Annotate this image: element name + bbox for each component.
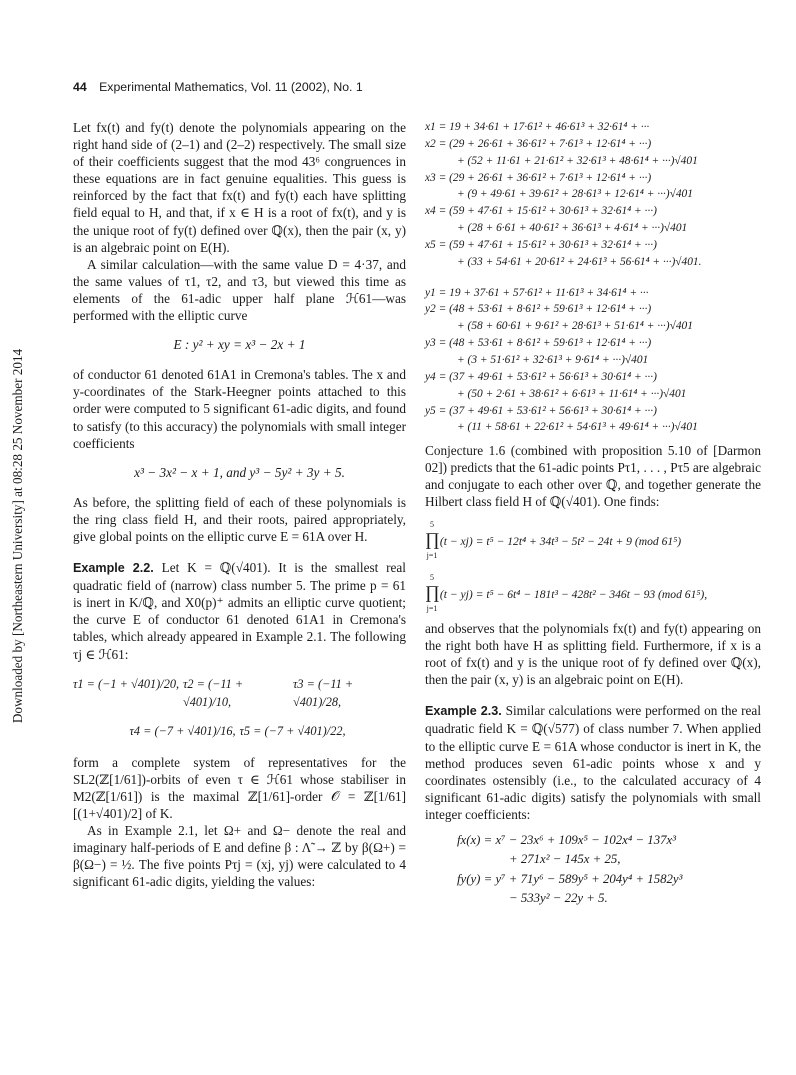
x-line: x3 = (29 + 26·61 + 36·61² + 7·61³ + 12·61⁴ + ···) bbox=[425, 171, 652, 184]
y-line: + (50 + 2·61 + 38·61² + 6·61³ + 11·61⁴ + ···)√401 bbox=[457, 387, 687, 400]
tau-4: τ4 = (−7 + √401)/16, bbox=[129, 723, 236, 738]
journal-title: Experimental Mathematics, Vol. 11 (2002), No. 1 bbox=[99, 80, 363, 94]
product-x-formula: (t − xj) = t⁵ − 12t⁴ + 34t³ − 5t² − 24t + 9 (mod 61⁵) bbox=[439, 534, 682, 548]
equation-curve: E : y² + xy = x³ − 2x + 1 bbox=[173, 337, 306, 353]
paragraph: form a complete system of representatives for the SL2(ℤ[1/61])-orbits of even τ ∈ ℋ61 whose stabiliser in M2(ℤ[1/61]) is the maximal ℤ[1/61]-order 𝒪 = ℤ[1/61][(1+√401)/2] of K. bbox=[73, 754, 406, 821]
y-line: y3 = (48 + 53·61 + 8·61² + 59·61³ + 12·61⁴ + ···) bbox=[425, 337, 652, 350]
x-line: x5 = (59 + 47·61 + 15·61² + 30·61³ + 32·61⁴ + ···) bbox=[425, 238, 657, 251]
poly-line: + 271x² − 145x + 25, bbox=[509, 852, 621, 867]
x-line: + (28 + 6·61 + 40·61² + 36·61³ + 4·61⁴ + ···)√401 bbox=[457, 222, 688, 235]
x-line: + (52 + 11·61 + 21·61² + 32·61³ + 48·61⁴ + ···)√401 bbox=[457, 154, 698, 167]
example-label: Example 2.3. bbox=[425, 704, 502, 719]
left-column bbox=[73, 119, 406, 890]
paragraph: Let fx(t) and fy(t) denote the polynomials appearing on the right hand side of (2–1) and (2–2) respectively. The small size of their coefficients suggest that the mod 43⁶ congruences in these equations are in fact genuine equalities. This guess is reinforced by the fact that fx(t) and fy(t) each have splitting field equal to H, and that, if x ∈ H is a root of fx(t), and y is the unique root of fy(t) defined over ℚ(x), then the pair (x, y) is an algebraic point on E(H). bbox=[73, 120, 406, 255]
polynomials-display bbox=[425, 831, 761, 909]
y-line: + (58 + 60·61 + 9·61² + 28·61³ + 51·61⁴ + ···)√401 bbox=[457, 320, 693, 333]
y-values bbox=[425, 285, 761, 437]
x-line: x1 = 19 + 34·61 + 17·61² + 46·61³ + 32·61⁴ + ··· bbox=[425, 121, 650, 133]
example-text: Let K = ℚ(√401). It is the smallest real quadratic field of (narrow) class number 5. The prime p = 61 is inert in K/ℚ, and X0(p)⁺ admits an elliptic curve quotient; the curve E of conductor 61 denoted 61A1 in Cremona's tables, which already appeared in Example 2.1. The following τj ∈ ℋ61: bbox=[73, 560, 406, 662]
right-column bbox=[425, 119, 761, 909]
paragraph: of conductor 61 denoted 61A1 in Cremona's tables. The x and y-coordinates of the Stark-Heegner points attached to this order were computed to 5 significant 61-adic digits, and found to satisfy (to this accuracy) the polynomials with small integer coefficients bbox=[73, 367, 406, 451]
y-line: y1 = 19 + 37·61 + 57·61² + 11·61³ + 34·61⁴ + ··· bbox=[425, 286, 649, 299]
paragraph: Conjecture 1.6 (combined with proposition 5.10 of [Darmon 02]) predicts that the 61-adic points Pτ1, . . . , Pτ5 are algebraic and conjugate to each other over ℚ, and together generate the Hilbert class field H of ℚ(√401). One finds: bbox=[425, 443, 761, 510]
poly-line: fx(x) = x⁷ − 23x⁶ + 109x⁵ − 102x⁴ − 137x³ bbox=[457, 832, 677, 847]
tau-5: τ5 = (−7 + √401)/22, bbox=[239, 723, 346, 738]
page-number: 44 bbox=[73, 80, 87, 94]
example-label: Example 2.2. bbox=[73, 561, 154, 576]
y-line: y5 = (37 + 49·61 + 53·61² + 56·61³ + 30·61⁴ + ···) bbox=[425, 404, 657, 417]
x-line: + (33 + 54·61 + 20·61² + 24·61³ + 56·61⁴ + ···)√401. bbox=[457, 255, 702, 268]
product-lower-limit: j=1 bbox=[426, 551, 438, 561]
x-line: + (9 + 49·61 + 39·61² + 28·61³ + 12·61⁴ + ···)√401 bbox=[457, 188, 693, 201]
poly-line: − 533y² − 22y + 5. bbox=[509, 891, 608, 906]
product-symbol-icon: ∏ bbox=[425, 528, 440, 549]
y-line: + (3 + 51·61² + 32·61³ + 9·61⁴ + ···)√401 bbox=[457, 353, 649, 366]
tau-list-2 bbox=[73, 723, 406, 740]
equation-polynomials: x³ − 3x² − x + 1, and y³ − 5y² + 3y + 5. bbox=[134, 464, 345, 480]
paragraph: A similar calculation—with the same value D = 4·37, and the same values of τ1, τ2, and τ3, but viewed this time as elements of the 61-adic upper half plane ℋ61—was performed with the elliptic curve bbox=[73, 256, 406, 324]
tau-2: τ2 = (−11 + √401)/10, bbox=[183, 676, 244, 709]
tau-1: τ1 = (−1 + √401)/20, bbox=[73, 676, 180, 691]
product-y-formula: (t − yj) = t⁵ − 6t⁴ − 181t³ − 428t² − 346t − 93 (mod 61⁵), bbox=[439, 587, 708, 601]
x-values bbox=[425, 119, 761, 271]
x-line: x2 = (29 + 26·61 + 36·61² + 7·61³ + 12·61⁴ + ···) bbox=[425, 137, 652, 150]
product-upper-limit: 5 bbox=[430, 519, 434, 529]
product-symbol-icon: ∏ bbox=[425, 581, 440, 602]
product-upper-limit: 5 bbox=[430, 572, 434, 582]
download-stamp: Downloaded by [Northeastern University] at 08:28 25 November 2014 bbox=[10, 348, 25, 724]
example-2-3 bbox=[425, 702, 761, 823]
y-line: y4 = (37 + 49·61 + 53·61² + 56·61³ + 30·61⁴ + ···) bbox=[425, 370, 657, 383]
paragraph: and observes that the polynomials fx(t) and fy(t) appearing on the right both have H as splitting field. Furthermore, if x is a root of fx(t) and y is the unique root of fy defined over ℚ(x), then the pair (x, y) is an algebraic point on E(H). bbox=[425, 620, 761, 688]
product-x bbox=[425, 518, 761, 564]
product-y bbox=[425, 570, 761, 616]
paragraph: As before, the splitting field of each of these polynomials is the ring class field H, and their roots, paired appropriately, give global points on the elliptic curve E = 61A over H. bbox=[73, 494, 406, 544]
y-line: + (11 + 58·61 + 22·61² + 54·61³ + 49·61⁴ + ···)√401 bbox=[457, 421, 698, 434]
paragraph: As in Example 2.1, let Ω+ and Ω− denote the real and imaginary half-periods of E and define β : Λ̃ → ℤ by β(Ω+) = β(Ω−) = ½. The five points Pτj = (xj, yj) were calculated to 4 significant 61-adic digits, yielding the values: bbox=[73, 823, 406, 890]
poly-line: fy(y) = y⁷ + 71y⁶ − 589y⁵ + 204y⁴ + 1582y³ bbox=[457, 871, 683, 886]
example-text: Similar calculations were performed on the real quadratic field K = ℚ(√577) of class number 7. When applied to the elliptic curve E = 61A whose conductor is inert in K, the method produces seven 61-adic points whose x and y coordinates ostensibly (i.e., to the calculated accuracy of 4 significant 61-adic digits) satisfy the polynomials with small integer coefficients: bbox=[425, 703, 761, 822]
tau-list bbox=[73, 675, 406, 711]
y-line: y2 = (48 + 53·61 + 8·61² + 59·61³ + 12·61⁴ + ···) bbox=[425, 303, 652, 316]
tau-3: τ3 = (−11 + √401)/28, bbox=[293, 676, 354, 709]
x-line: x4 = (59 + 47·61 + 15·61² + 30·61³ + 32·61⁴ + ···) bbox=[425, 205, 657, 218]
example-2-2 bbox=[73, 559, 406, 663]
running-header bbox=[73, 80, 363, 94]
product-lower-limit: j=1 bbox=[426, 603, 438, 613]
